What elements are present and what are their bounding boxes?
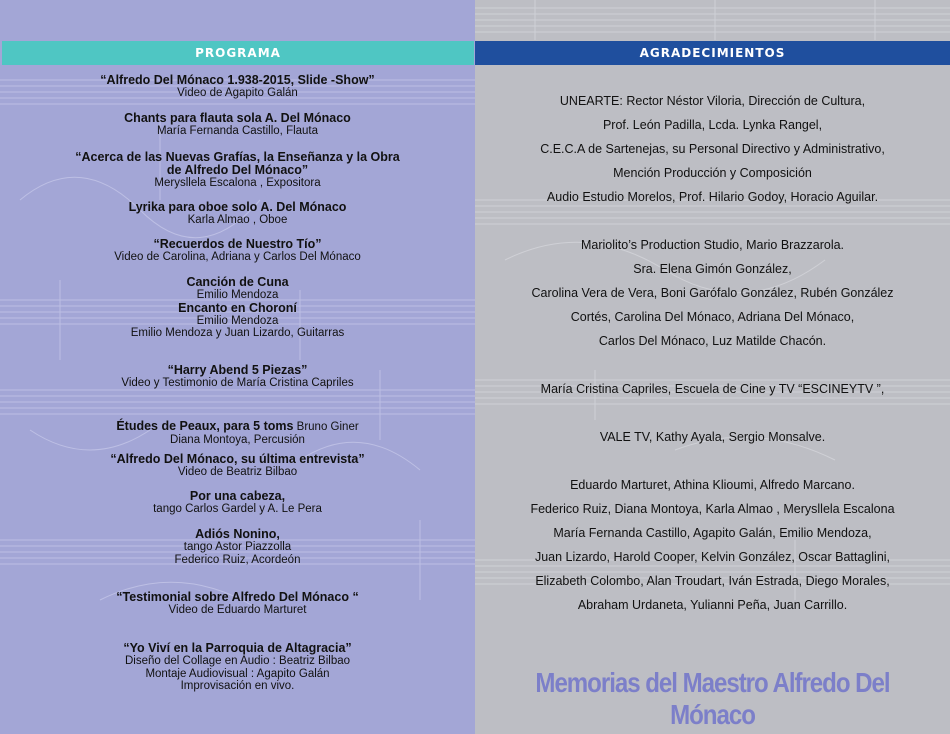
- ack-line: Juan Lizardo, Harold Cooper, Kelvin González, Oscar Battaglini,: [534, 550, 891, 564]
- program-item-detail: Improvisación en vivo.: [180, 680, 295, 692]
- ack-line: Prof. León Padilla, Lcda. Lynka Rangel,: [602, 118, 823, 132]
- ack-line: María Fernanda Castillo, Agapito Galán, Emilio Mendoza,: [553, 526, 872, 540]
- program-item-detail: Merysllela Escalona , Expositora: [154, 177, 321, 189]
- program-item-title: Lyrika para oboe solo A. Del Mónaco: [128, 200, 347, 214]
- program-item-detail: Video de Beatriz Bilbao: [177, 466, 298, 478]
- program-item-title: “Alfredo Del Mónaco, su última entrevista”: [110, 452, 365, 466]
- agradecimientos-panel: [475, 0, 950, 734]
- program-item-title-second: Encanto en Choroní: [178, 300, 297, 315]
- program-item-title: “Yo Viví en la Parroquia de Altagracia”: [123, 641, 352, 655]
- program-item-title: “Harry Abend 5 Piezas”: [167, 363, 308, 377]
- program-item-title: “Recuerdos de Nuestro Tío”: [153, 237, 322, 251]
- ack-line: Audio Estudio Morelos, Prof. Hilario Godoy, Horacio Aguilar.: [546, 190, 879, 204]
- ack-line: Eduardo Marturet, Athina Klioumi, Alfredo Marcano.: [570, 478, 855, 492]
- agradecimientos-header: AGRADECIMIENTOS: [475, 41, 950, 65]
- program-item: [0, 151, 475, 190]
- program-item-detail: Video y Testimonio de María Cristina Capriles: [121, 377, 354, 389]
- program-item-composer: Bruno Giner: [293, 421, 359, 433]
- program-item: [0, 74, 475, 100]
- program-item-detail: tango Astor Piazzolla: [183, 541, 292, 553]
- ack-line: Sra. Elena Gimón González,: [633, 262, 792, 276]
- ack-line: Carlos Del Mónaco, Luz Matilde Chacón.: [598, 334, 827, 348]
- program-item-title: “Testimonial sobre Alfredo Del Mónaco “: [116, 590, 359, 604]
- program-item-detail: Federico Ruiz, Acordeón: [174, 553, 301, 566]
- program-item: [0, 415, 475, 447]
- ack-line: Elizabeth Colombo, Alan Troudart, Iván Estrada, Diego Morales,: [535, 574, 890, 588]
- program-item-detail: Emilio Mendoza y Juan Lizardo, Guitarras: [130, 327, 345, 339]
- ack-line: Mención Producción y Composición: [613, 166, 812, 180]
- program-item-detail: Montaje Audiovisual : Agapito Galán: [145, 667, 330, 680]
- program-item-title: “Alfredo Del Mónaco 1.938-2015, Slide -Show”: [100, 73, 375, 87]
- ack-line: Abraham Urdaneta, Yulianni Peña, Juan Carrillo.: [577, 598, 848, 612]
- program-item: [0, 364, 475, 390]
- program-item: [0, 490, 475, 516]
- program-item-title: Por una cabeza,: [189, 489, 286, 503]
- program-item: [0, 238, 475, 264]
- program-item-detail: tango Carlos Gardel y A. Le Pera: [153, 503, 322, 515]
- program-item-title: Adiós Nonino,: [195, 527, 280, 541]
- program-item-title: Canción de Cuna: [186, 275, 289, 289]
- ack-line: Mariolito’s Production Studio, Mario Brazzarola.: [580, 238, 845, 252]
- program-item-title-line2: de Alfredo Del Mónaco”: [166, 163, 309, 177]
- program-item: [0, 276, 475, 340]
- program-item-title: “Acerca de las Nuevas Grafías, la Enseñanza y la Obra: [75, 150, 400, 164]
- ack-line: VALE TV, Kathy Ayala, Sergio Monsalve.: [599, 430, 826, 444]
- program-item: [0, 453, 475, 479]
- program-item: [0, 642, 475, 693]
- program-item: [0, 112, 475, 138]
- program-item-detail: Emilio Mendoza: [196, 314, 279, 327]
- ack-line: C.E.C.A de Sartenejas, su Personal Directivo y Administrativo,: [540, 142, 885, 156]
- program-item-detail: Video de Carolina, Adriana y Carlos Del Mónaco: [114, 251, 361, 263]
- programa-header: PROGRAMA: [2, 41, 474, 65]
- ack-line: Cortés, Carolina Del Mónaco, Adriana Del Mónaco,: [570, 310, 855, 324]
- program-item-detail: Emilio Mendoza: [196, 289, 279, 301]
- ack-line: UNEARTE: Rector Néstor Viloria, Dirección de Cultura,: [559, 94, 866, 108]
- program-item-detail: Video de Eduardo Marturet: [168, 604, 307, 616]
- program-item: [0, 591, 475, 617]
- program-item-title: Études de Peaux, para 5 toms: [116, 419, 294, 433]
- program-item-detail: Karla Almao , Oboe: [187, 214, 288, 226]
- program-item-detail: Diseño del Collage en Audio : Beatriz Bilbao: [124, 655, 351, 667]
- ack-line: Federico Ruiz, Diana Montoya, Karla Almao , Merysllela Escalona: [530, 502, 895, 516]
- ack-line: María Cristina Capriles, Escuela de Cine y TV “ESCINEYTV ”,: [540, 382, 885, 396]
- program-item-detail: Diana Montoya, Percusión: [170, 434, 305, 446]
- program-item-detail: María Fernanda Castillo, Flauta: [156, 125, 319, 137]
- program-item-detail: Video de Agapito Galán: [177, 87, 298, 99]
- music-score-background: [475, 0, 950, 734]
- program-item-title: Chants para flauta sola A. Del Mónaco: [124, 111, 351, 125]
- program-item: [0, 201, 475, 227]
- program-item: [0, 528, 475, 566]
- ack-line: Carolina Vera de Vera, Boni Garófalo González, Rubén González: [531, 286, 894, 300]
- event-title: Memorias del Maestro Alfredo Del Mónaco: [535, 667, 890, 730]
